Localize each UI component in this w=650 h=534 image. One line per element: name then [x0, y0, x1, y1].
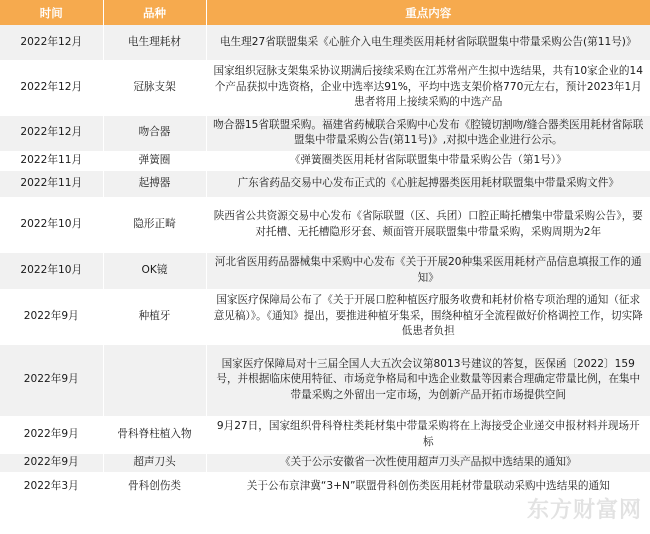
cell-content: 9月27日，国家组织骨科脊柱类耗材集中带量采购将在上海接受企业递交申报材料并现场开标: [206, 416, 650, 453]
cell-time: 2022年9月: [0, 289, 103, 344]
cell-type: 超声刀头: [103, 453, 206, 472]
header-time: 时间: [0, 0, 103, 25]
table-row: [0, 151, 650, 170]
cell-time: 2022年11月: [0, 170, 103, 197]
table-row: [0, 472, 650, 501]
cell-content: 《弹簧圈类医用耗材省际联盟集中带量采购公告（第1号）》: [206, 151, 650, 170]
cell-time: 2022年9月: [0, 453, 103, 472]
cell-time: 2022年3月: [0, 472, 103, 501]
cell-type: 弹簧圈: [103, 151, 206, 170]
cell-type: 电生理耗材: [103, 25, 206, 60]
cell-type: OK镜: [103, 252, 206, 289]
cell-time: 2022年12月: [0, 25, 103, 60]
table-row: [0, 252, 650, 289]
cell-content: 陕西省公共资源交易中心发布《省际联盟（区、兵团）口腔正畸托槽集中带量采购公告》，要对托槽、无托槽隐形牙套、颊面管开展联盟集中带量采购，采购周期为2年: [206, 197, 650, 252]
cell-time: 2022年9月: [0, 416, 103, 453]
cell-type: 起搏器: [103, 170, 206, 197]
cell-time: 2022年10月: [0, 197, 103, 252]
table-row: [0, 289, 650, 344]
cell-type: 骨科创伤类: [103, 472, 206, 501]
cell-content: 国家医疗保障局公布了《关于开展口腔种植医疗服务收费和耗材价格专项治理的通知（征求意见稿）》。《通知》提出，要推进种植牙集采，围绕种植牙全流程做好价格调控工作，切实降低患者负担: [206, 289, 650, 344]
cell-content: 广东省药品交易中心发布正式的《心脏起搏器类医用耗材联盟集中带量采购文件》: [206, 170, 650, 197]
table-row: [0, 170, 650, 197]
cell-type: 吻合器: [103, 115, 206, 151]
cell-type: 隐形正畸: [103, 197, 206, 252]
cell-type: 骨科脊柱植入物: [103, 416, 206, 453]
cell-content: 关于公布京津冀“3+N”联盟骨科创伤类医用耗材带量联动采购中选结果的通知: [206, 472, 650, 501]
cell-content: 《关于公示安徽省一次性使用超声刀头产品拟中选结果的通知》: [206, 453, 650, 472]
table-row: [0, 344, 650, 416]
cell-content: 国家组织冠脉支架集采协议期满后接续采购在江苏常州产生拟中选结果，共有10家企业的14个产品获拟中选资格，企业中选率达91%，平均中选支架价格770元左右，预计2023年1月患者将用上接续采购的中选产品: [206, 60, 650, 115]
cell-type: 冠脉支架: [103, 60, 206, 115]
table-row: [0, 453, 650, 472]
cell-type: 种植牙: [103, 289, 206, 344]
cell-time: 2022年12月: [0, 60, 103, 115]
cell-content: 国家医疗保障局对十三届全国人大五次会议第8013号建议的答复，医保函〔2022〕159号，并根据临床使用特征、市场竞争格局和中选企业数量等因素合理确定带量比例，在集中带量采购之外留出一定市场，为创新产品开拓市场提供空间: [206, 344, 650, 416]
cell-type: [103, 344, 206, 416]
table-header-row: [0, 0, 650, 25]
table-row: [0, 60, 650, 115]
table-row: [0, 25, 650, 60]
table-row: [0, 416, 650, 453]
cell-time: 2022年10月: [0, 252, 103, 289]
cell-content: 电生理27省联盟集采《心脏介入电生理类医用耗材省际联盟集中带量采购公告(第11号)》: [206, 25, 650, 60]
header-content: 重点内容: [206, 0, 650, 25]
cell-content: 河北省医用药品器械集中采购中心发布《关于开展20种集采医用耗材产品信息填报工作的通知》: [206, 252, 650, 289]
cell-time: 2022年11月: [0, 151, 103, 170]
table-row: [0, 115, 650, 151]
cell-time: 2022年12月: [0, 115, 103, 151]
watermark-logo: 东方财富网: [526, 498, 642, 523]
header-type: 品种: [103, 0, 206, 25]
cell-content: 吻合器15省联盟采购。福建省药械联合采购中心发布《腔镜切割吻/缝合器类医用耗材省际联盟集中带量采购公告(第11号)》,对拟中选企业进行公示。: [206, 115, 650, 151]
table-row: [0, 197, 650, 252]
cell-time: 2022年9月: [0, 344, 103, 416]
